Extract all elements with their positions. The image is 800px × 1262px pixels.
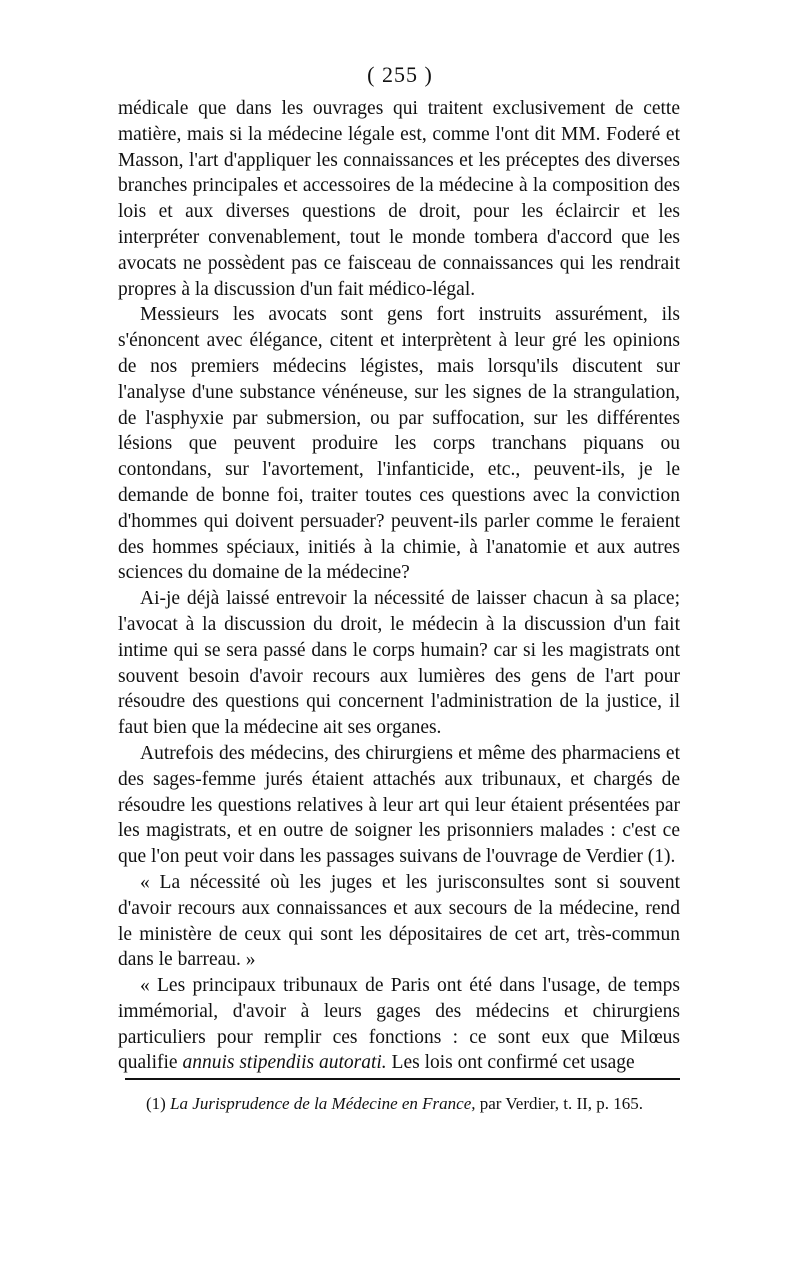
paragraph-3: Ai-je déjà laissé entrevoir la nécessité de laisser chacun à sa place; l'avocat à la discussion du droit, le médecin à la discussion d'un fait intime qui se sera passé dans le corps humain? car si les magistrats ont souvent besoin d'avoir recours aux lumières des gens de l'art pour résoudre des questions qui concernent l'administration de la justice, il faut bien que la médecine ait ses organes. bbox=[118, 588, 680, 739]
footnote-divider bbox=[125, 1078, 680, 1080]
paragraph-6-text-before: « Les principaux tribunaux de Paris ont été dans l'usage, de temps immémorial, d'avoir à leurs gages des médecins et chirurgiens particuliers pour remplir ces fonctions : ce sont eux que Milœus qualifie bbox=[118, 975, 680, 1074]
paragraph-5-quotation: « La nécessité où les juges et les jurisconsultes sont si souvent d'avoir recours aux connaissances et aux secours de la médecine, rend le ministère de ceux qui sont les dépositaires de cet art, très-commun dans le barreau. » bbox=[118, 871, 680, 971]
footnote bbox=[146, 1093, 706, 1115]
footnote-marker: (1) bbox=[146, 1094, 166, 1113]
paragraph-2: Messieurs les avocats sont gens fort instruits assurément, ils s'énoncent avec élégance, citent et interprètent à leur gré les opinions de nos premiers médecins légistes, mais lorsqu'ils discutent sur l'analyse d'une substance vénéneuse, sur les signes de la strangulation, de l'asphyxie par submersion, ou par suffocation, sur les différentes lésions que peuvent produire les corps tranchans piquans ou contondans, sur l'avortement, l'infanticide, etc., peuvent-ils, je le demande de bonne foi, traiter toutes ces questions avec la conviction d'hommes qui doivent persuader? peuvent-ils parler comme le feraient des hommes spéciaux, initiés à la chimie, à l'anatomie et aux autres sciences du domaine de la médecine? bbox=[118, 304, 680, 584]
paragraph-4: Autrefois des médecins, des chirurgiens et même des pharmaciens et des sages-femme jurés étaient attachés aux tribunaux, et chargés de résoudre les questions relatives à leur art qui leur étaient présentées par les magistrats, et en outre de soigner les prisonniers malades : c'est ce que l'on peut voir dans les passages suivans de l'ouvrage de Verdier (1). bbox=[118, 742, 680, 868]
body-text bbox=[118, 96, 680, 1076]
paragraph-6-quotation bbox=[118, 973, 680, 1076]
footnote-citation: par Verdier, t. II, p. 165. bbox=[475, 1094, 644, 1113]
paragraph-6-text-after: Les lois ont confirmé cet usage bbox=[386, 1052, 635, 1074]
paragraph-6-latin-phrase: annuis stipendiis autorati. bbox=[182, 1052, 387, 1074]
footnote-book-title: La Jurisprudence de la Médecine en France, bbox=[170, 1094, 476, 1113]
paragraph-1: médicale que dans les ouvrages qui traitent exclusivement de cette matière, mais si la médecine légale est, comme l'ont dit MM. Foderé et Masson, l'art d'appliquer les connaissances et les préceptes des diverses branches principales et accessoires de la médecine à la composition des lois et aux diverses questions de droit, pour les éclaircir et les interpréter convenablement, tout le monde tombera d'accord que les avocats ne possèdent pas ce faisceau de connaissances qui les rendrait propres à la discussion d'un fait médico-légal. bbox=[118, 98, 680, 300]
page-number: ( 255 ) bbox=[367, 62, 433, 87]
